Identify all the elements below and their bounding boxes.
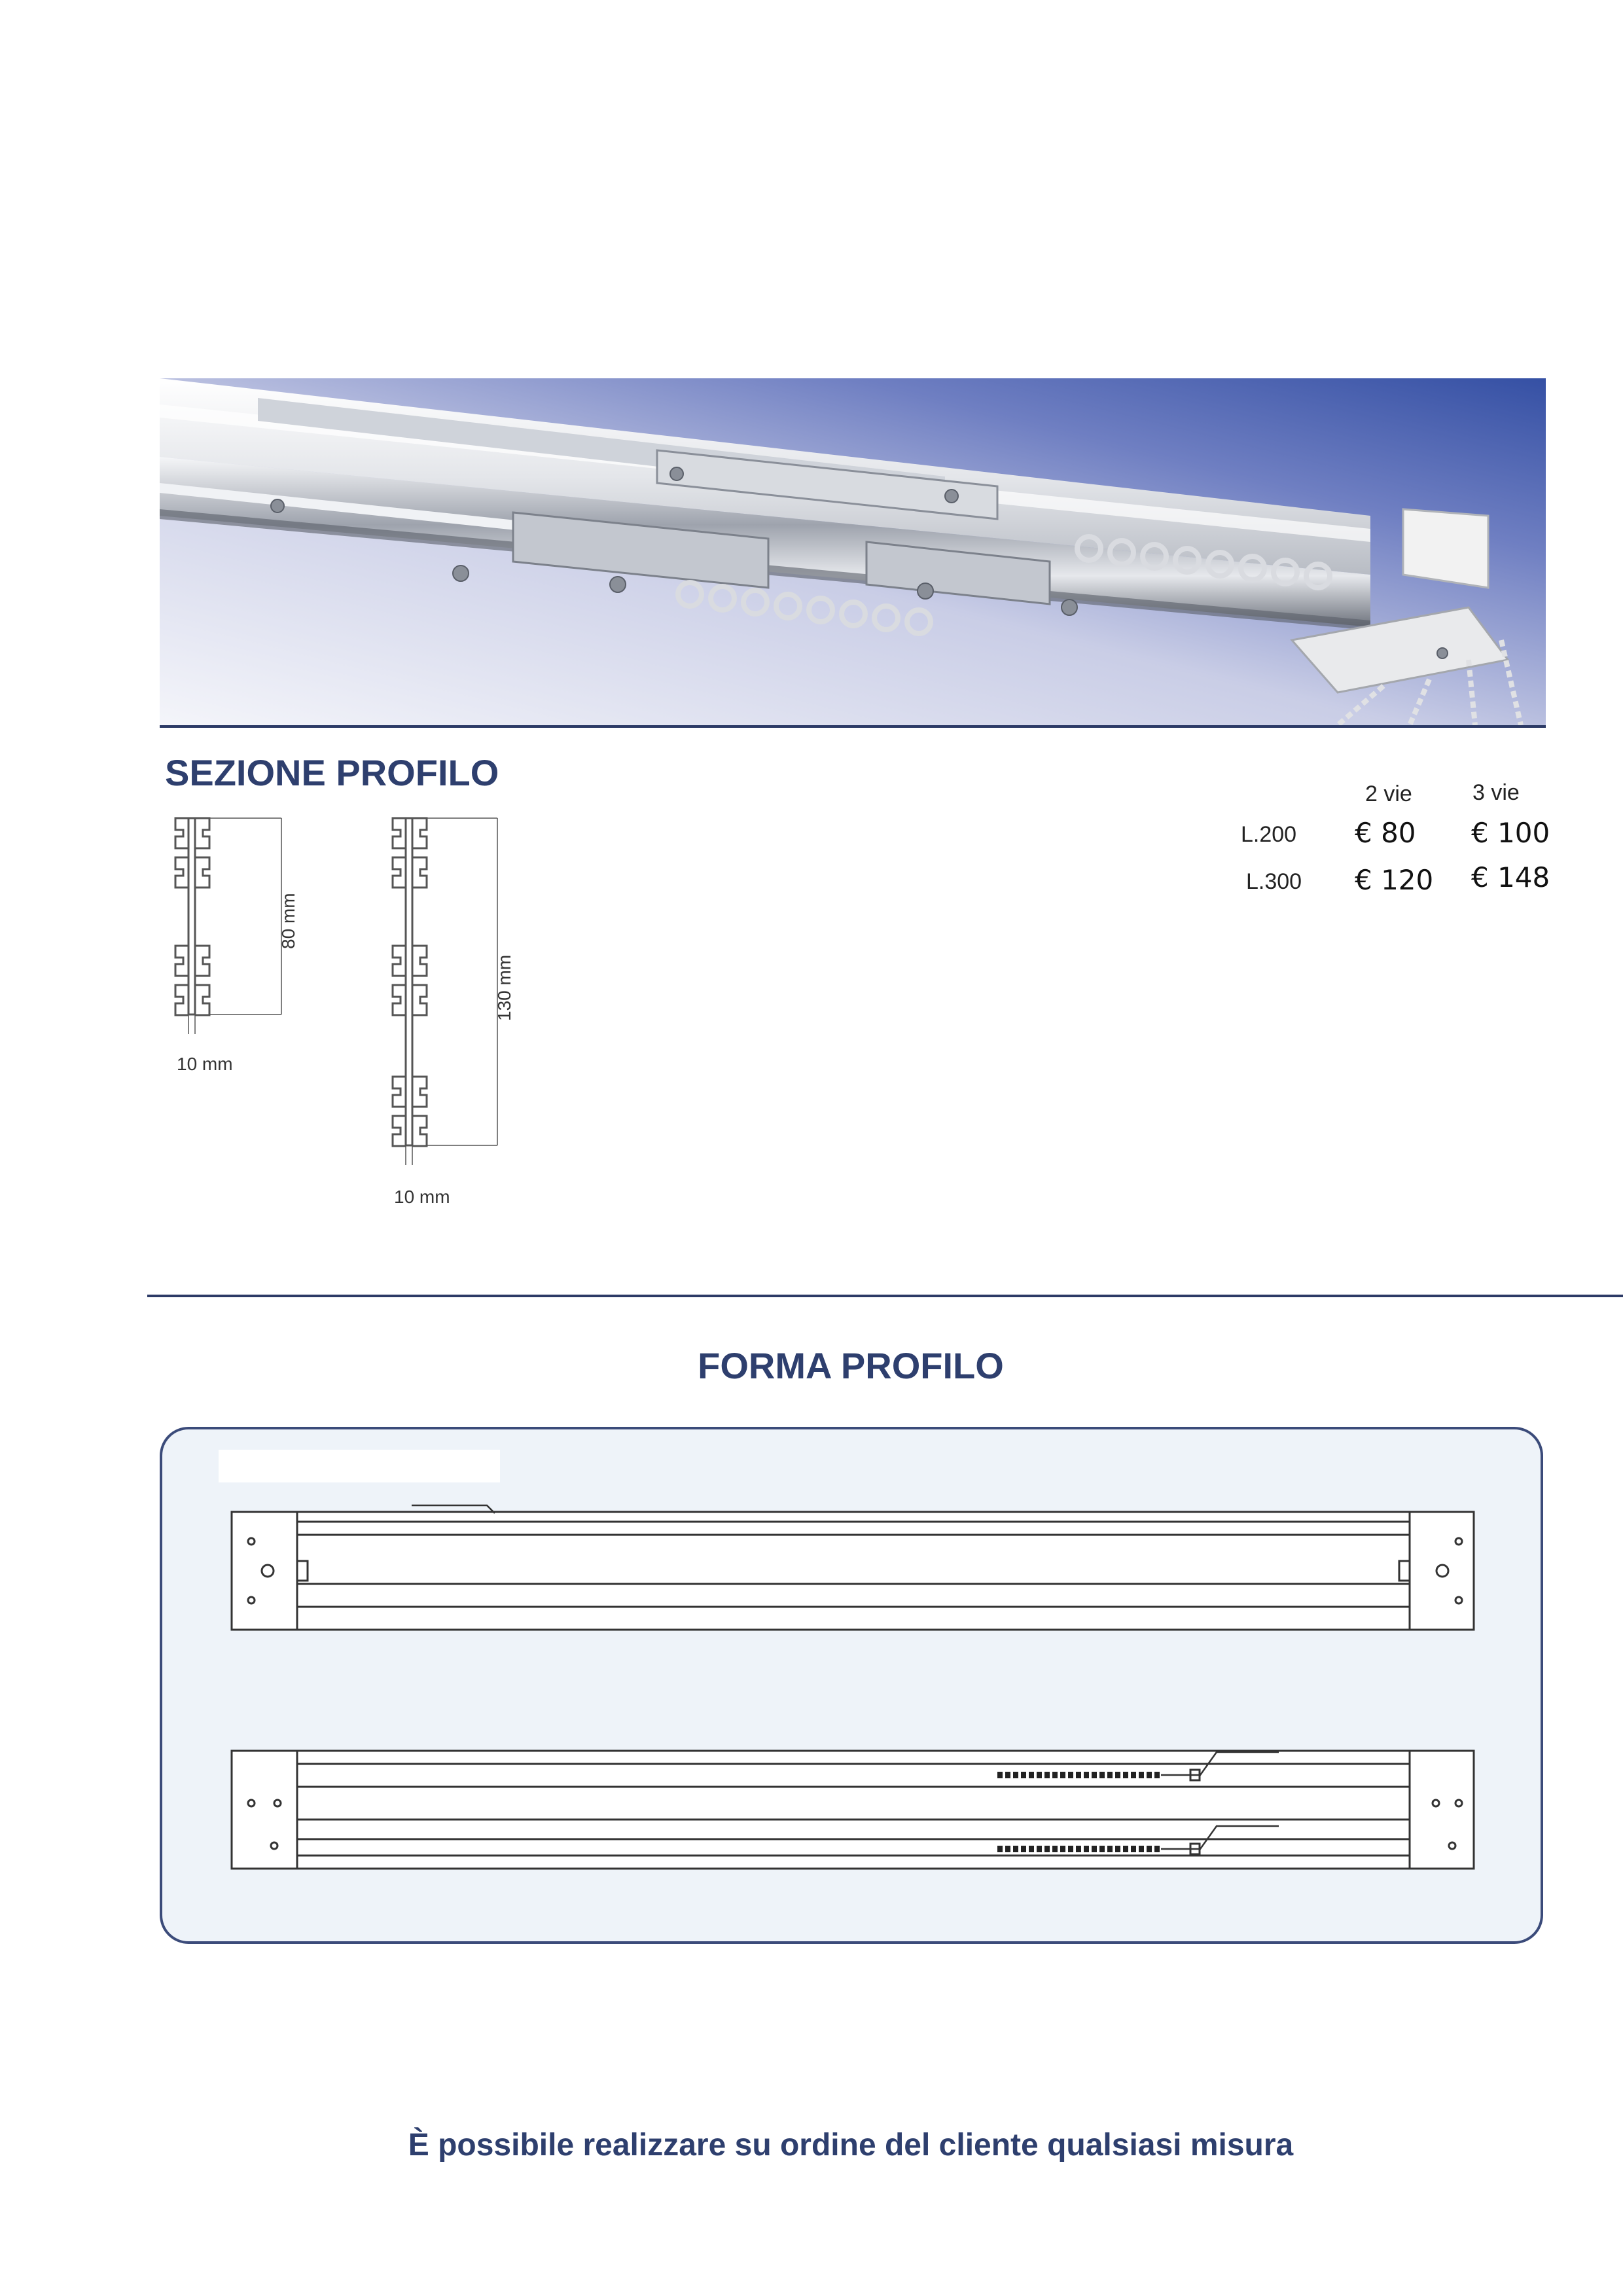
- price-col-header-3vie: 3 vie: [1472, 780, 1520, 805]
- price-three-way: € 148: [1471, 861, 1550, 893]
- track-drawing-top: [232, 1505, 1474, 1630]
- forma-profilo-title: FORMA PROFILO: [698, 1345, 1004, 1386]
- profile-small: [175, 818, 281, 1034]
- price-three-way: € 100: [1471, 817, 1550, 849]
- hero-underline: [160, 725, 1546, 728]
- price-col-header-2vie: 2 vie: [1365, 781, 1412, 806]
- hero-product-photo: [160, 378, 1546, 725]
- price-row-length: L.300: [1246, 869, 1302, 894]
- sezione-profilo-title: SEZIONE PROFILO: [165, 752, 499, 793]
- price-two-way: € 80: [1355, 817, 1416, 849]
- price-row-length: L.200: [1241, 822, 1297, 847]
- profile-large: [393, 818, 497, 1165]
- profile-small-width-label: 10 mm: [177, 1054, 233, 1074]
- section-divider: [147, 1295, 1623, 1297]
- profile-small-height-label: 80 mm: [278, 893, 298, 949]
- track-drawing-bottom: [232, 1751, 1474, 1869]
- price-two-way: € 120: [1355, 864, 1434, 896]
- footer-note: È possibile realizzare su ordine del cliente qualsiasi misura: [408, 2128, 1294, 2162]
- profile-large-width-label: 10 mm: [394, 1187, 450, 1207]
- profile-large-height-label: 130 mm: [494, 954, 514, 1021]
- track-plan-drawings: [160, 1427, 1543, 1944]
- profile-section-drawings: [164, 812, 530, 1230]
